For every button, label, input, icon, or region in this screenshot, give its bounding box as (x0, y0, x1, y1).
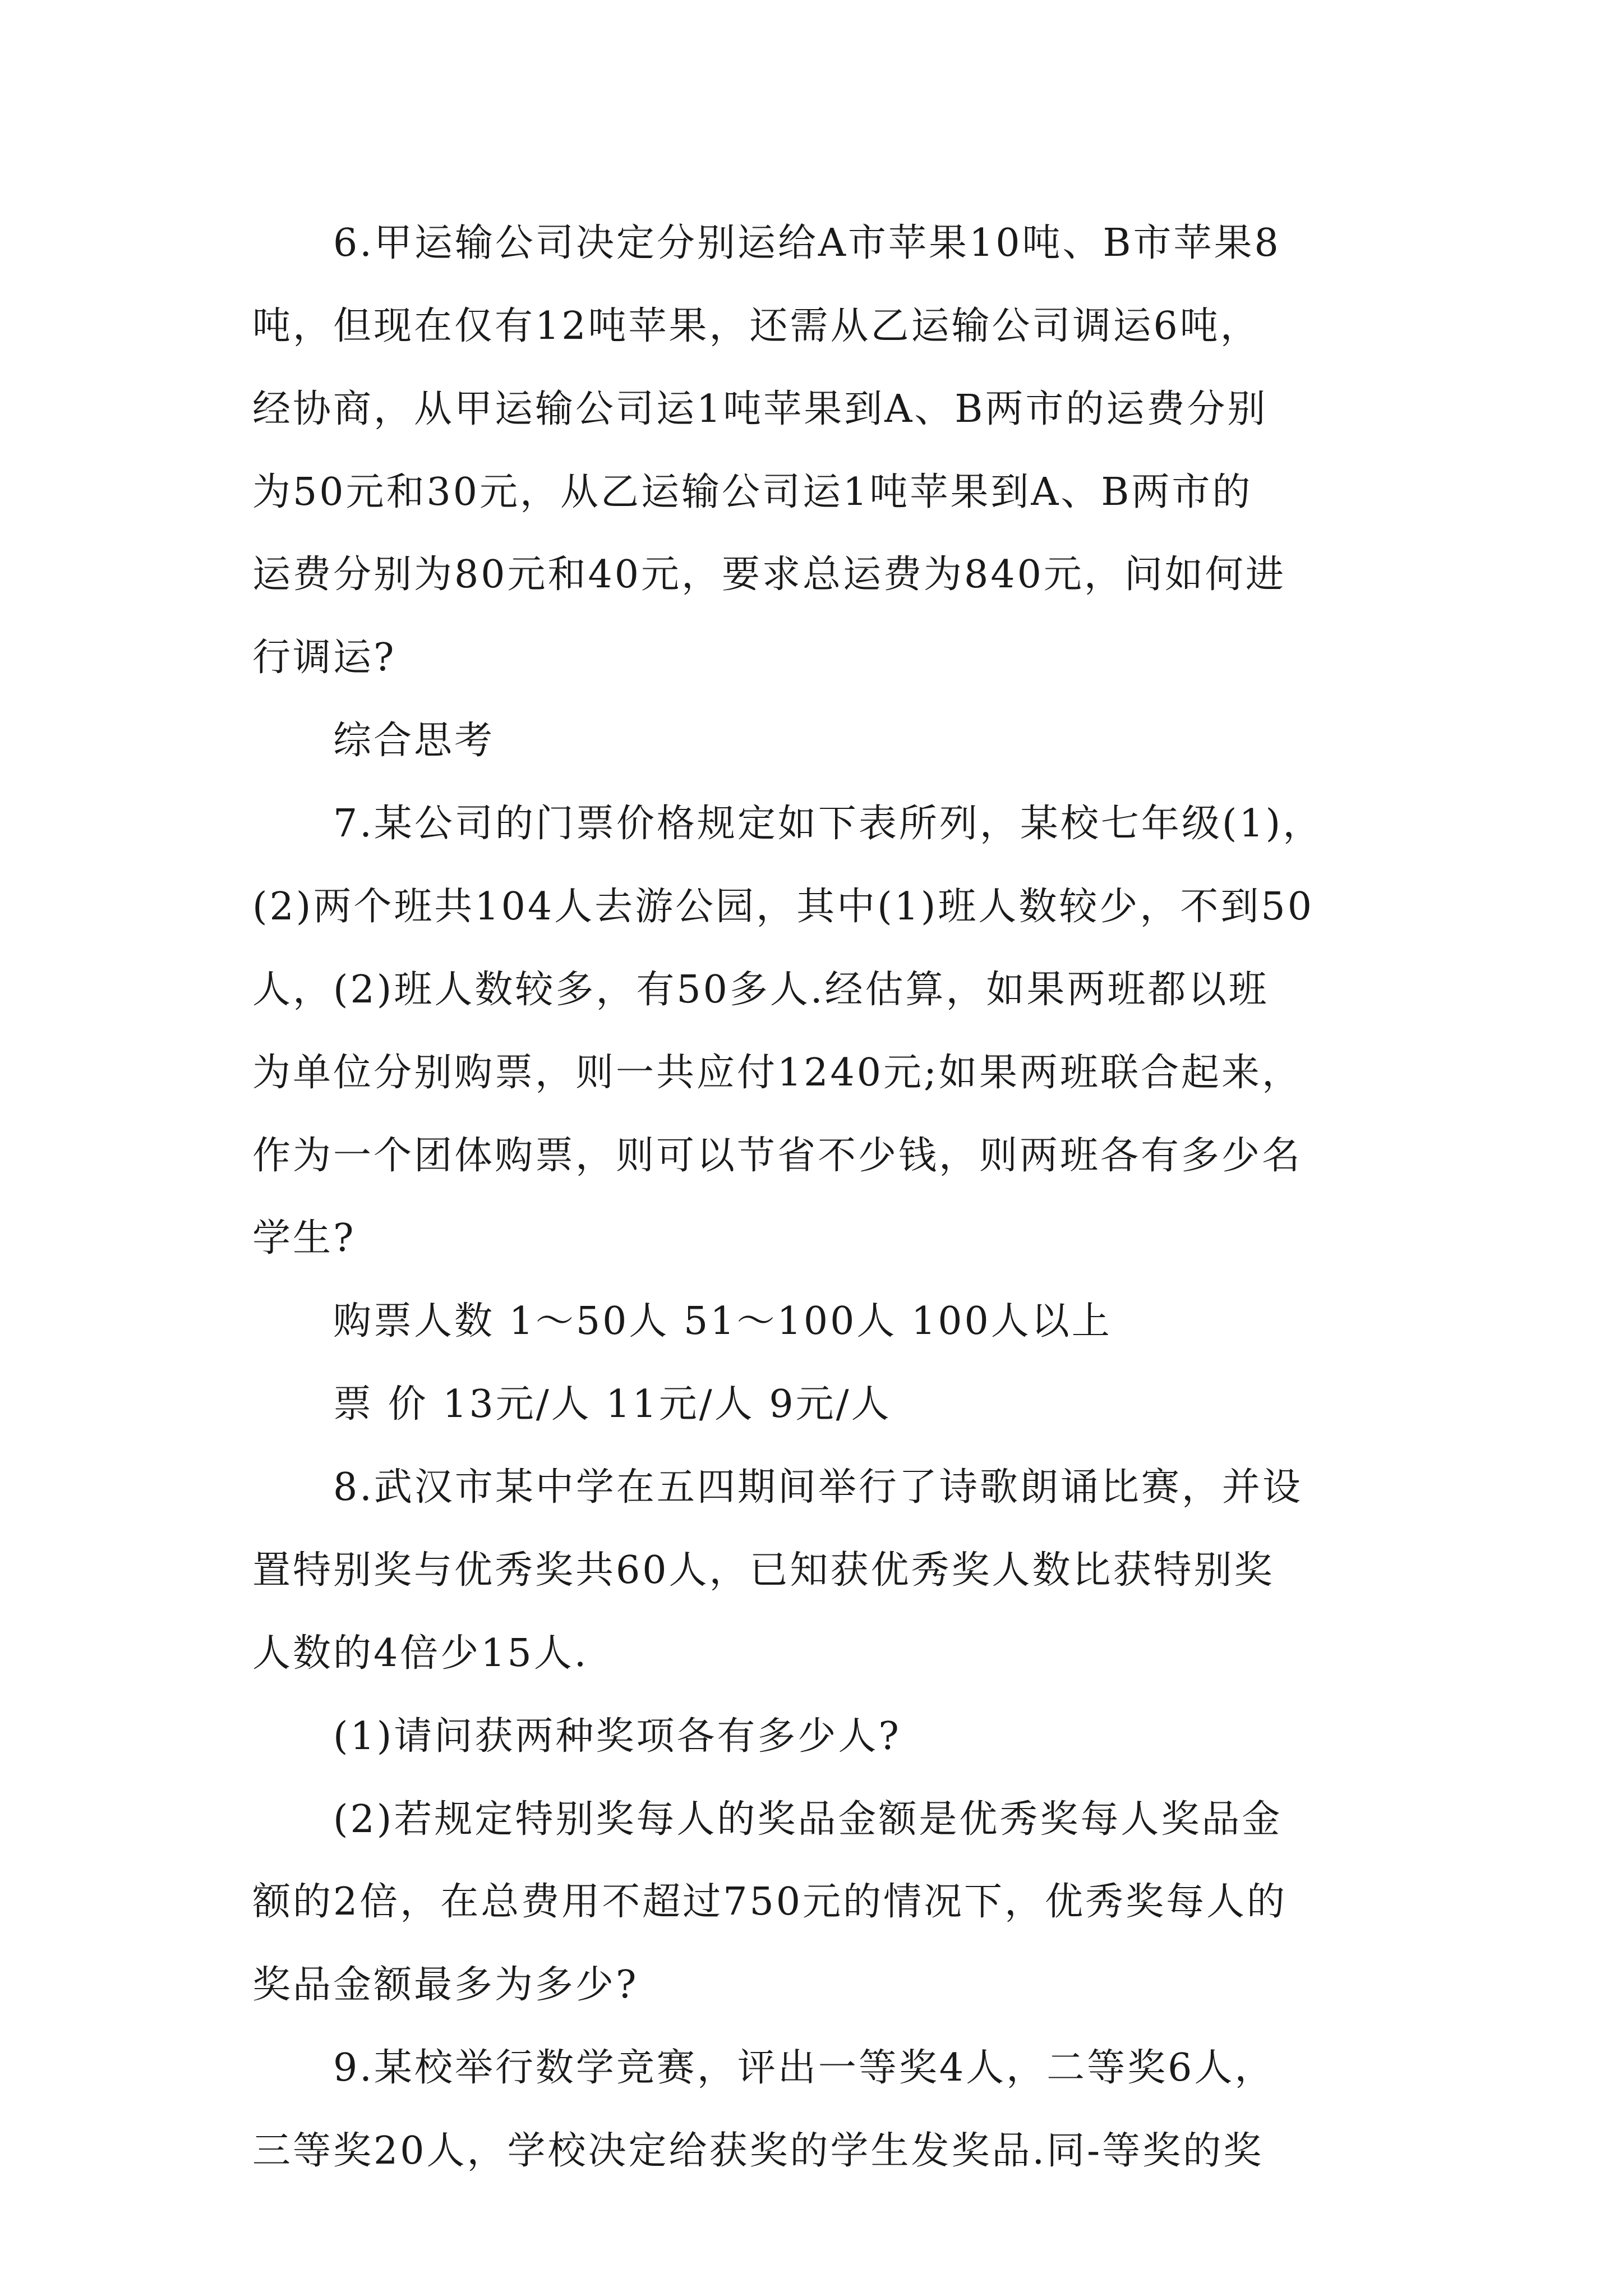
sub-question: (2)若规定特别奖每人的奖品金额是优秀奖每人奖品金 (333, 1797, 1283, 1842)
text-line: 吨，但现在仅有12吨苹果，还需从乙运输公司调运6吨， (252, 304, 1261, 348)
text-line: 置特别奖与优秀奖共60人，已知获优秀奖人数比获特别奖 (252, 1548, 1275, 1593)
price-table-header: 购票人数 1～50人 51～100人 100人以上 (333, 1299, 1112, 1343)
text-line: 奖品金额最多为多少? (252, 1963, 639, 2007)
text-line: 6.甲运输公司决定分别运给A市苹果10吨、B市苹果8 (333, 221, 1281, 265)
text-line: 人，(2)班人数较多，有50多人.经估算，如果两班都以班 (252, 968, 1269, 1012)
text-line: 为50元和30元，从乙运输公司运1吨苹果到A、B两市的 (252, 470, 1253, 514)
text-line: 7.某公司的门票价格规定如下表所列，某校七年级(1)， (333, 802, 1324, 846)
text-line: 9.某校举行数学竞赛，评出一等奖4人，二等奖6人， (333, 2046, 1275, 2090)
text-line: (2)两个班共104人去游公园，其中(1)班人数较少，不到50 (252, 885, 1314, 929)
text-line: 运费分别为80元和40元，要求总运费为840元，问如何进 (252, 553, 1286, 597)
text-line: 作为一个团体购票，则可以节省不少钱，则两班各有多少名 (252, 1134, 1303, 1178)
text-line: 8.武汉市某中学在五四期间举行了诗歌朗诵比赛，并设 (333, 1465, 1303, 1510)
text-line: 经协商，从甲运输公司运1吨苹果到A、B两市的运费分别 (252, 387, 1268, 431)
text-line: 人数的4倍少15人. (252, 1631, 589, 1676)
price-table-row: 票 价 13元/人 11元/人 9元/人 (333, 1382, 892, 1427)
text-line: 行调运? (252, 636, 396, 680)
section-heading: 综合思考 (333, 719, 495, 763)
text-line: 学生? (252, 1216, 356, 1260)
text-line: 为单位分别购票，则一共应付1240元;如果两班联合起来， (252, 1051, 1302, 1095)
text-line: 额的2倍，在总费用不超过750元的情况下，优秀奖每人的 (252, 1880, 1288, 1924)
sub-question: (1)请问获两种奖项各有多少人? (333, 1714, 901, 1759)
text-line: 三等奖20人，学校决定给获奖的学生发奖品.同-等奖的奖 (252, 2129, 1264, 2173)
